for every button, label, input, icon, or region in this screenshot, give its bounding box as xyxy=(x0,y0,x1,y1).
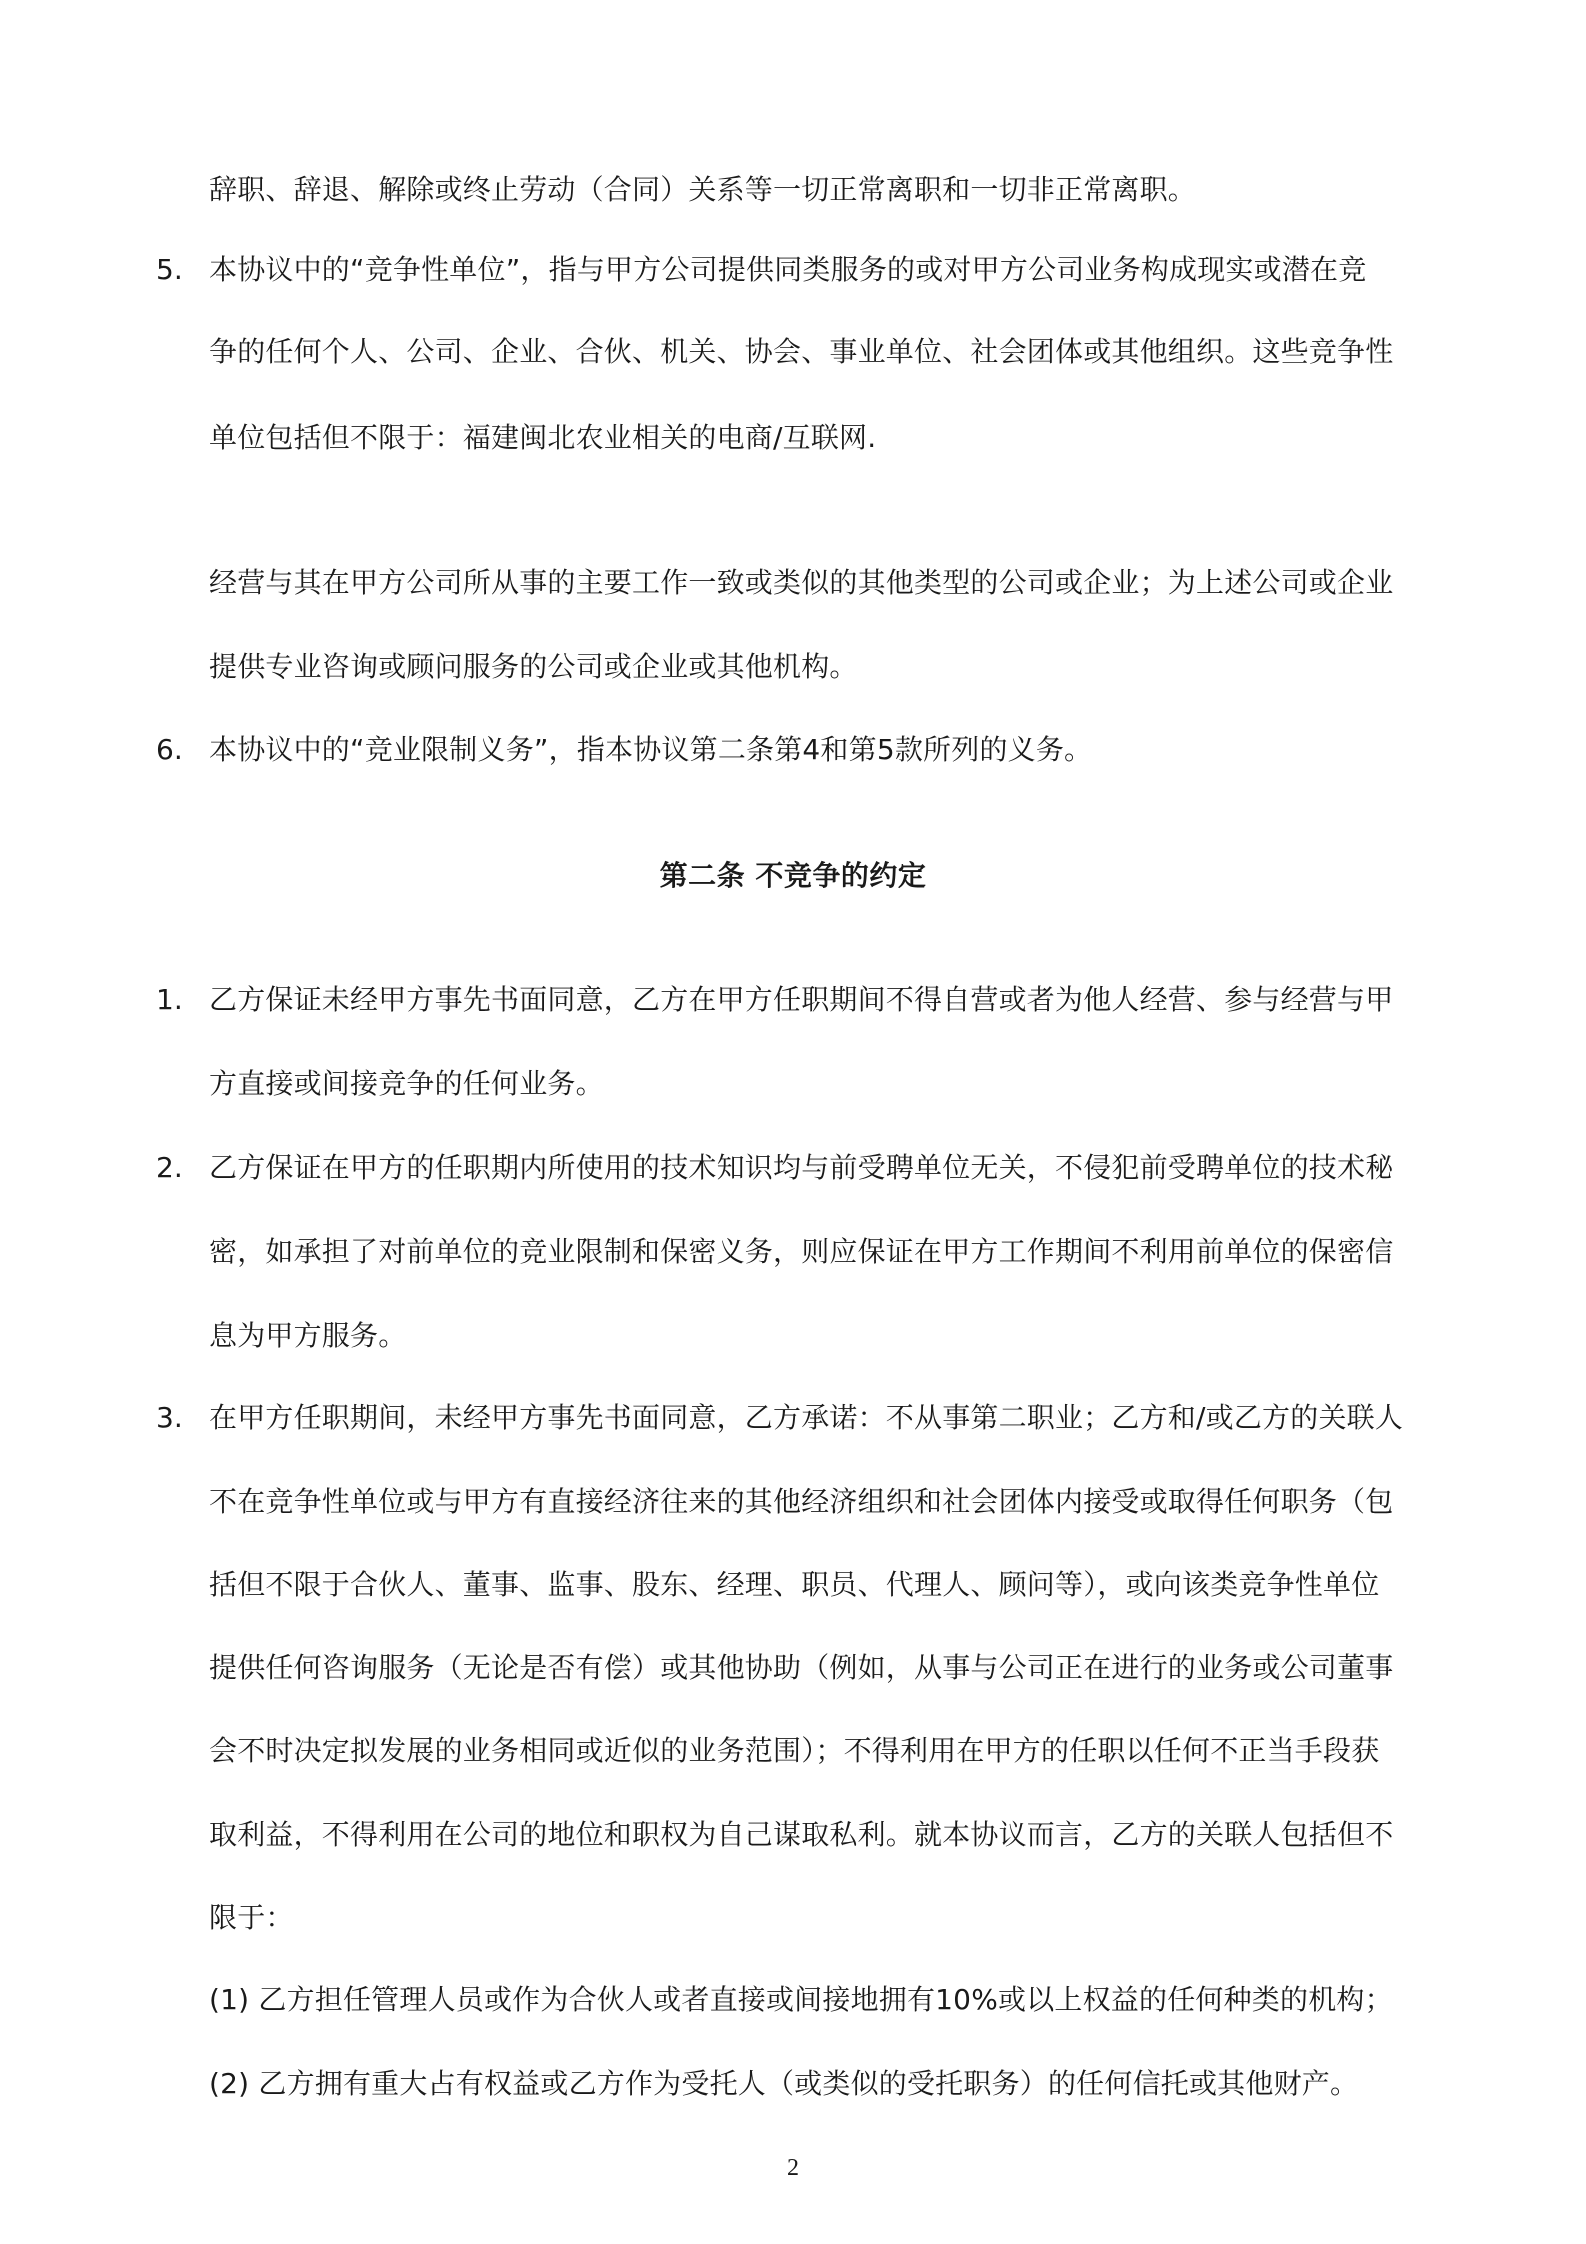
text-line: 单位包括但不限于：福建闽北农业相关的电商/互联网. xyxy=(209,421,877,454)
text-line: 不在竞争性单位或与甲方有直接经济往来的其他经济组织和社会团体内接受或取得任何职务（包 xyxy=(209,1485,1394,1518)
text-line: 密，如承担了对前单位的竞业限制和保密义务，则应保证在甲方工作期间不利用前单位的保密信 xyxy=(209,1235,1394,1268)
text-line: 辞职、辞退、解除或终止劳动（合同）关系等一切正常离职和一切非正常离职。 xyxy=(209,173,1197,206)
item-number: 3. xyxy=(156,1401,183,1434)
text-line: 会不时决定拟发展的业务相同或近似的业务范围）；不得利用在甲方的任职以任何不正当手段获 xyxy=(209,1734,1380,1767)
text-line: (1) 乙方担任管理人员或作为合伙人或者直接或间接地拥有10%或以上权益的任何种类的机构； xyxy=(209,1983,1393,2016)
text-line: 在甲方任职期间，未经甲方事先书面同意，乙方承诺：不从事第二职业；乙方和/或乙方的关联人 xyxy=(209,1401,1404,1434)
text-line: 取利益，不得利用在公司的地位和职权为自己谋取私利。就本协议而言，乙方的关联人包括但不 xyxy=(209,1818,1394,1851)
item-number: 5. xyxy=(156,253,183,286)
text-line: 提供专业咨询或顾问服务的公司或企业或其他机构。 xyxy=(209,650,858,683)
text-line: 乙方保证未经甲方事先书面同意，乙方在甲方任职期间不得自营或者为他人经营、参与经营与甲 xyxy=(209,983,1394,1016)
text-line: 方直接或间接竞争的任何业务。 xyxy=(209,1067,604,1100)
text-line: (2) 乙方拥有重大占有权益或乙方作为受托人（或类似的受托职务）的任何信托或其他财产。 xyxy=(209,2067,1359,2100)
section-heading: 第二条 不竞争的约定 xyxy=(659,859,927,892)
text-line: 乙方保证在甲方的任职期内所使用的技术知识均与前受聘单位无关，不侵犯前受聘单位的技术秘 xyxy=(209,1151,1394,1184)
item-number: 2. xyxy=(156,1151,183,1184)
text-line: 括但不限于合伙人、董事、监事、股东、经理、职员、代理人、顾问等），或向该类竞争性单位 xyxy=(209,1568,1380,1601)
text-line: 限于： xyxy=(209,1901,294,1934)
text-line: 本协议中的“竞争性单位”，指与甲方公司提供同类服务的或对甲方公司业务构成现实或潜在竞 xyxy=(209,253,1367,286)
item-number: 1. xyxy=(156,983,183,1016)
text-line: 争的任何个人、公司、企业、合伙、机关、协会、事业单位、社会团体或其他组织。这些竞争性 xyxy=(209,335,1394,368)
page-number: 2 xyxy=(787,2155,799,2181)
text-line: 经营与其在甲方公司所从事的主要工作一致或类似的其他类型的公司或企业；为上述公司或企业 xyxy=(209,566,1394,599)
text-line: 息为甲方服务。 xyxy=(209,1319,407,1352)
item-number: 6. xyxy=(156,733,183,766)
text-line: 本协议中的“竞业限制义务”，指本协议第二条第4和第5款所列的义务。 xyxy=(209,733,1093,766)
text-line: 提供任何咨询服务（无论是否有偿）或其他协助（例如，从事与公司正在进行的业务或公司董事 xyxy=(209,1651,1394,1684)
